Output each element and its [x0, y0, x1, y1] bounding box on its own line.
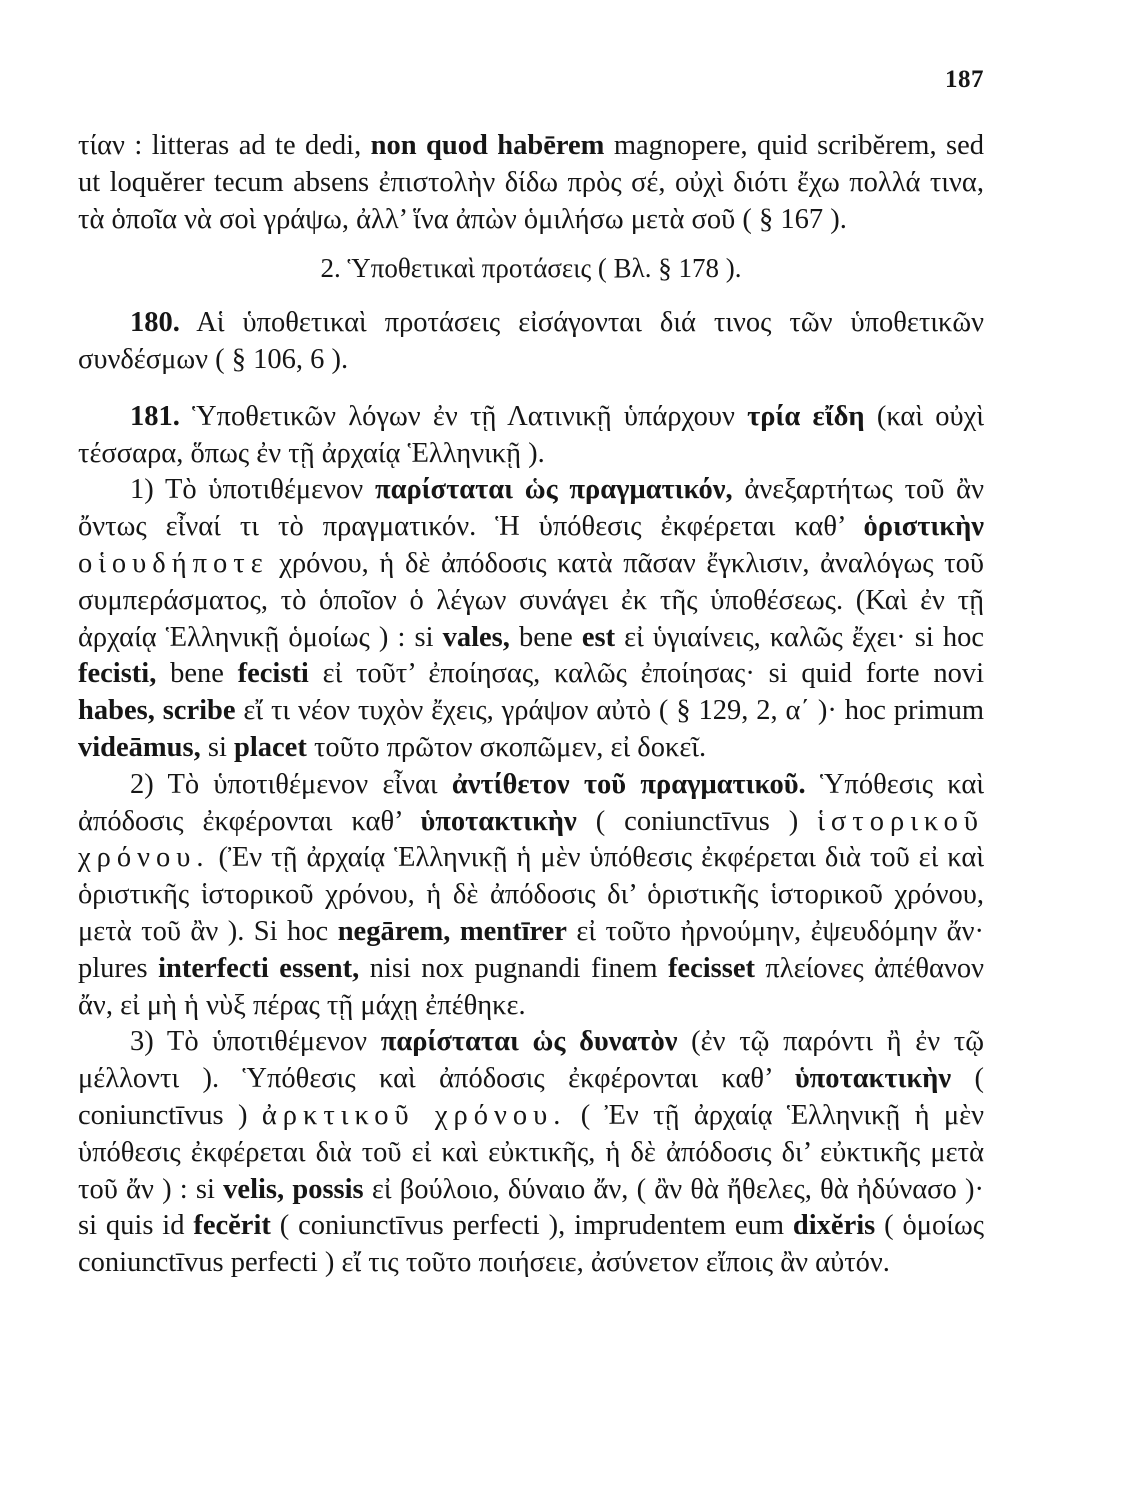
text-run: εἰ ὑγιαίνεις, καλῶς ἔχει· si hoc: [615, 621, 984, 653]
text-run: ( coniunctīvus perfecti ), imprudentem eum: [270, 1210, 793, 1242]
bold-phrase: placet: [234, 731, 307, 763]
text-run: ( Ἐν τῇ ἀρχαίᾳ Ἑλληνικῇ ἡ μὲν ὑπόθεσις ἐκφέρεται διὰ τοῦ εἰ καὶ εὐκτικῆς, ἡ δὲ ἀπόδοσις δι’ εὐκτικῆς μετὰ τοῦ ἄν ) : si: [78, 1099, 985, 1205]
text-run: ( ὁμοίως coniunctīvus perfecti ) εἴ τις τοῦτο ποιήσειε, ἀσύνετον εἴποις ἂν αὐτόν.: [78, 1210, 984, 1279]
list-item-3: [78, 1024, 984, 1282]
text-run: εἴ τι νέον τυχὸν ἔχεις, γράψον αὐτὸ ( § 129, 2, α΄ )· hoc primum: [235, 695, 984, 727]
paragraph-number: 180.: [130, 307, 180, 339]
text-run: bene: [156, 658, 238, 690]
bold-phrase: dixĕris: [792, 1210, 876, 1242]
text-run: χρόνου, ἡ δὲ ἀπόδοσις κατὰ πᾶσαν ἔγκλισιν, ἀναλόγως τοῦ συμπεράσματος, τὸ ὁποῖον ὁ λέγων συνάγει ἐκ τῆς ὑποθέσεως. (Καὶ ἐν τῇ ἀρχαίᾳ Ἑλληνικῇ ὁμοίως ) : si: [78, 547, 984, 653]
page-number: 187: [945, 66, 984, 93]
bold-phrase: est: [581, 621, 616, 653]
text-run: Ὑποθετικῶν λόγων ἐν τῇ Λατινικῇ ὑπάρχουν: [179, 400, 748, 432]
text-run: (Ἐν τῇ ἀρχαίᾳ Ἑλληνικῇ ἡ μὲν ὑπόθεσις ἐκφέρεται διὰ τοῦ εἰ καὶ ὁριστικῆς ἱστορικοῦ χρόνου, ἡ δὲ ἀπόδοσις δι’ ὁριστικῆς ἱστορικοῦ χρόνου, μετὰ τοῦ ἂν ). Si hoc: [78, 842, 984, 947]
text-run: ἀνεξαρτήτως τοῦ ἂν ὄντως εἶναί τι τὸ πραγματικόν. Ἡ ὑπόθεσις ἐκφέρεται καθ’: [78, 474, 984, 543]
bold-phrase: fecisset: [667, 952, 755, 984]
text-run: 1) Τὸ ὑποτιθέμενον: [130, 474, 375, 506]
spaced-phrase: ἱστορικοῦ χρόνου.: [78, 805, 984, 874]
bold-phrase: ὑποτακτικὴν: [794, 1063, 952, 1095]
bold-phrase: negārem, mentīrer: [337, 915, 567, 947]
bold-phrase: vales,: [442, 621, 510, 653]
bold-phrase: fecĕrit: [193, 1210, 271, 1242]
spaced-phrase: οἱουδήποτε: [78, 547, 269, 579]
bold-phrase: interfecti essent,: [158, 952, 360, 984]
paragraph-181: [78, 399, 984, 473]
bold-phrase: παρίσταται ὡς δυνατὸν: [380, 1026, 678, 1058]
text-run: (ἐν τῷ παρόντι ἢ ἐν τῷ μέλλοντι ). Ὑπόθεσις καὶ ἀπόδοσις ἐκφέρονται καθ’: [78, 1026, 985, 1095]
text-run: Αἱ ὑποθετικαὶ προτάσεις εἰσάγονται διά τινος τῶν ὑποθετικῶν συνδέσμων ( § 106, 6 ).: [78, 307, 984, 375]
text-run: Ὑπόθεσις καὶ ἀπόδοσις ἐκφέρονται καθ’: [78, 768, 984, 837]
spaced-phrase: ἀρκτικοῦ χρόνου.: [261, 1099, 567, 1131]
text-run: ( coniunctīvus ): [78, 1063, 984, 1131]
text-run: 2) Τὸ ὑποτιθέμενον εἶναι: [130, 768, 452, 800]
bold-phrase: habes, scribe: [78, 695, 236, 727]
page-body: [78, 128, 984, 1282]
bold-phrase: fecisti: [237, 658, 309, 690]
text-run: magnopere, quid scribĕrem, sed ut loquĕrer tecum absens ἐπιστολὴν δίδω πρὸς σέ, οὐχὶ διότι ἔχω πολλά τινα, τὰ ὁποῖα νὰ σοὶ γράψω, ἀλλ’ ἵνα ἀπὼν ὁμιλήσω μετὰ σοῦ ( § 167 ).: [78, 130, 984, 235]
text-run: 3) Τὸ ὑποτιθέμενον: [130, 1026, 381, 1058]
text-run: εἰ βούλοιο, δύναιο ἄν, ( ἂν θὰ ἤθελες, θὰ ἠδύνασο )· si quis id: [78, 1173, 984, 1242]
bold-phrase: παρίσταται ὡς πραγματικόν,: [374, 474, 733, 506]
text-run: nisi nox pugnandi finem: [359, 952, 668, 984]
paragraph-180: [78, 305, 984, 379]
bold-phrase: τρία εἴδη: [747, 400, 865, 432]
text-run: εἰ τοῦτο ἠρνούμην, ἐψευδόμην ἄν· plures: [78, 915, 984, 984]
text-run: πλείονες ἀπέθανον ἄν, εἰ μὴ ἡ νὺξ πέρας τῇ μάχῃ ἐπέθηκε.: [78, 952, 984, 1021]
bold-phrase: non quod habērem: [370, 130, 605, 161]
list-item-2: [78, 767, 984, 1025]
bold-phrase: ὑποτακτικὴν: [420, 805, 577, 837]
text-run: ( coniunctīvus ): [576, 805, 818, 837]
paragraph-continuation: [78, 128, 984, 238]
bold-phrase: ὁριστικὴν: [863, 511, 984, 543]
section-subheading: 2. Ὑποθετικαὶ προτάσεις ( Βλ. § 178 ).: [320, 253, 742, 284]
bold-phrase: fecisti,: [78, 658, 157, 690]
text-run: εἰ τοῦτ’ ἐποίησας, καλῶς ἐποίησας· si quid forte novi: [308, 658, 984, 690]
text-run: τίαν : litteras ad te dedi,: [78, 130, 371, 161]
bold-phrase: ἀντίθετον τοῦ πραγματικοῦ.: [451, 768, 806, 800]
text-run: bene: [509, 621, 582, 653]
paragraph-number: 181.: [130, 400, 180, 432]
list-item-1: [78, 472, 984, 766]
bold-phrase: velis, possis: [223, 1173, 364, 1205]
text-run: (καὶ οὐχὶ τέσσαρα, ὅπως ἐν τῇ ἀρχαίᾳ Ἑλληνικῇ ).: [78, 400, 984, 469]
text-run: si: [200, 731, 234, 763]
text-run: τοῦτο πρῶτον σκοπῶμεν, εἰ δοκεῖ.: [306, 731, 707, 763]
bold-phrase: videāmus,: [78, 731, 201, 763]
